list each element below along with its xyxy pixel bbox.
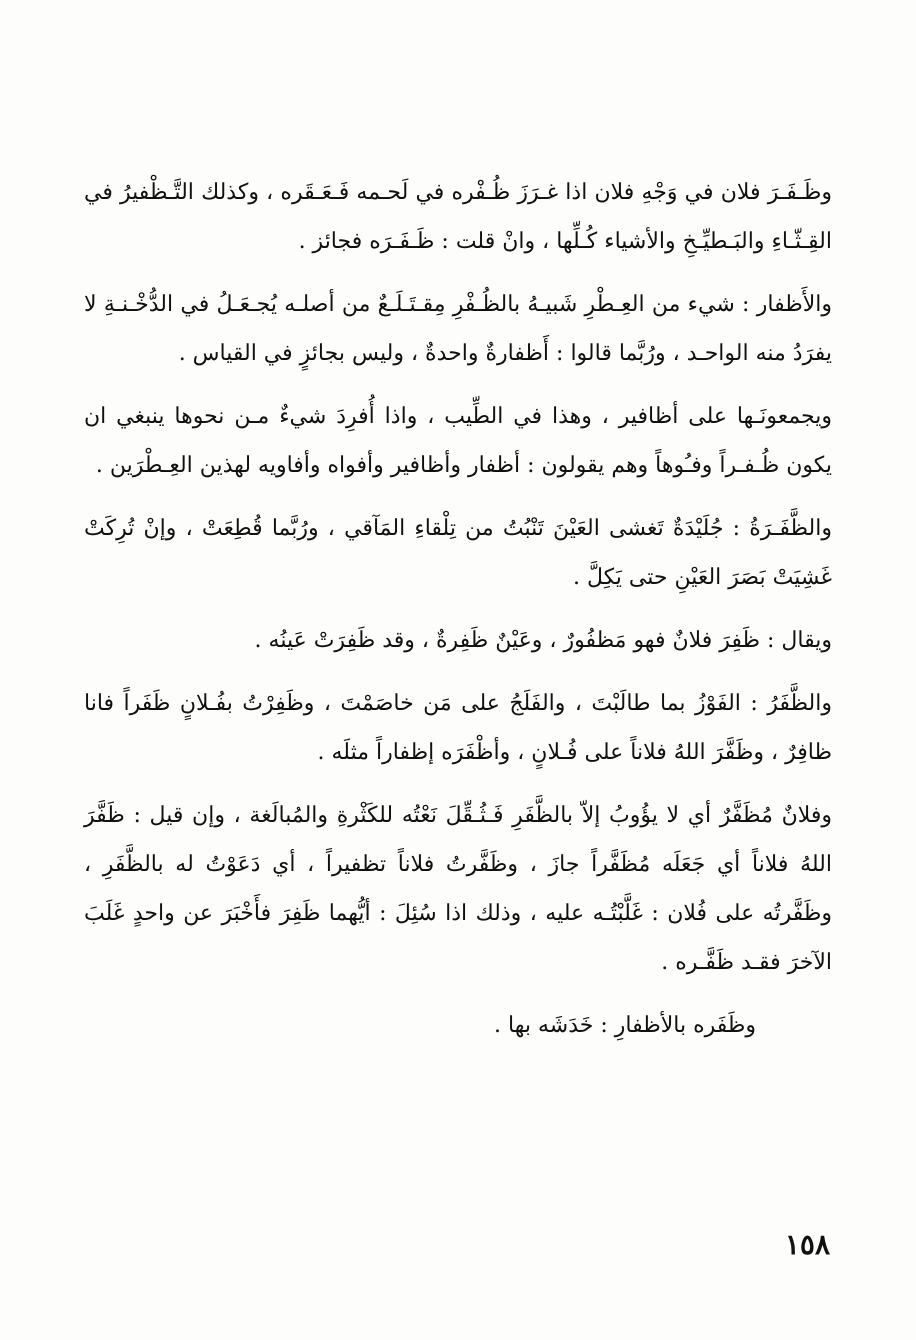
- paragraph-3: ويجمعونَـها على أظافير ، وهذا في الطِّيب ، واذا أُفرِدَ شيءٌ مـن نحوها ينبغي ان يكون ظُـفـراً وفـُوهاً وهم يقولون : أظفار وأظافير وأفواه وأفاويه لهذين العِـطْرَين .: [84, 404, 832, 478]
- paragraph-8: وظَفَره بالأظفارِ : خَدَشَه بها .: [494, 1013, 756, 1038]
- paragraph-7: وفلانٌ مُظَفَّرٌ أي لا يؤُوبُ إلاّ بالظَّفَرِ فَـثُـقِّلَ نَعْتُه للكَثْرةِ والمُبالَغة ، وإن قيل : ظَفَّرَ اللهُ فلاناً أي جَعَلَه مُظَفَّراً جازَ ، وظَفَّرتُ فلاناً تظفيراً ، أي دَعَوْتُ له بالظَّفَرِ ، وظَفَّرتُه على فُلان : غَلَّبْتُـه عليه ، وذلك اذا سُئِلَ : أيُّهما ظَفِرَ فأَخْبَرَ عن واحدٍ غَلَبَ الآخرَ فقـد ظَفَّـره .: [84, 803, 832, 975]
- paragraph-2: والأَظفار : شيء من العِـطْرِ شَبيـهُ بالظُـفْرِ مِقـتَـلَـعٌ من أصلـه يُجـعَـلُ في الدُّخْـنـةِ لا يفرَدُ منه الواحـد ، ورُبَّما قالوا : أَظفارةٌ واحدةٌ ، وليس بجائزٍ في القياس .: [84, 292, 832, 366]
- paragraph-5: ويقال : ظَفِرَ فلانٌ فهو مَظفُورٌ ، وعَيْنٌ ظَفِرةٌ ، وقد ظَفِرَتْ عَينُه .: [254, 628, 832, 653]
- paragraph-4: والظَّفَـرَةُ : جُلَيْدَةٌ تَغشى العَيْنَ تَنْبُتُ من تِلْقاءِ المَآقي ، ورُبَّما قُطِعَتْ ، وإنْ تُرِكَتْ غَشِيَتْ بَصَرَ العَيْنِ حتى يَكِلَّ .: [84, 516, 832, 590]
- paragraph-1: وظَـفَـرَ فلان في وَجْهِ فلان اذا غـرَزَ ظُـفْره في لَحـمه فَـعَـقَره ، وكذلك التَّـظْفيرُ في القِـثّـاءِ والبَـطيِّـخِ والأشياء كُـلِّها ، وانْ قلت : ظَـفَـرَه فجائز .: [84, 180, 832, 254]
- page-body-text: [84, 168, 832, 1064]
- page-number: ١٥٨: [784, 1228, 830, 1261]
- paragraph-6: والظَّفَرُ : الفَوْزُ بما طالَبْتَ ، والفَلَجُ على مَن خاصَمْتَ ، وظَفِرْتُ بفُـلانٍ ظَفَراً فانا ظافِرٌ ، وظَفَّرَ اللهُ فلاناً على فُـلانٍ ، وأظْفَرَه إظفاراً مثلَه .: [84, 691, 832, 765]
